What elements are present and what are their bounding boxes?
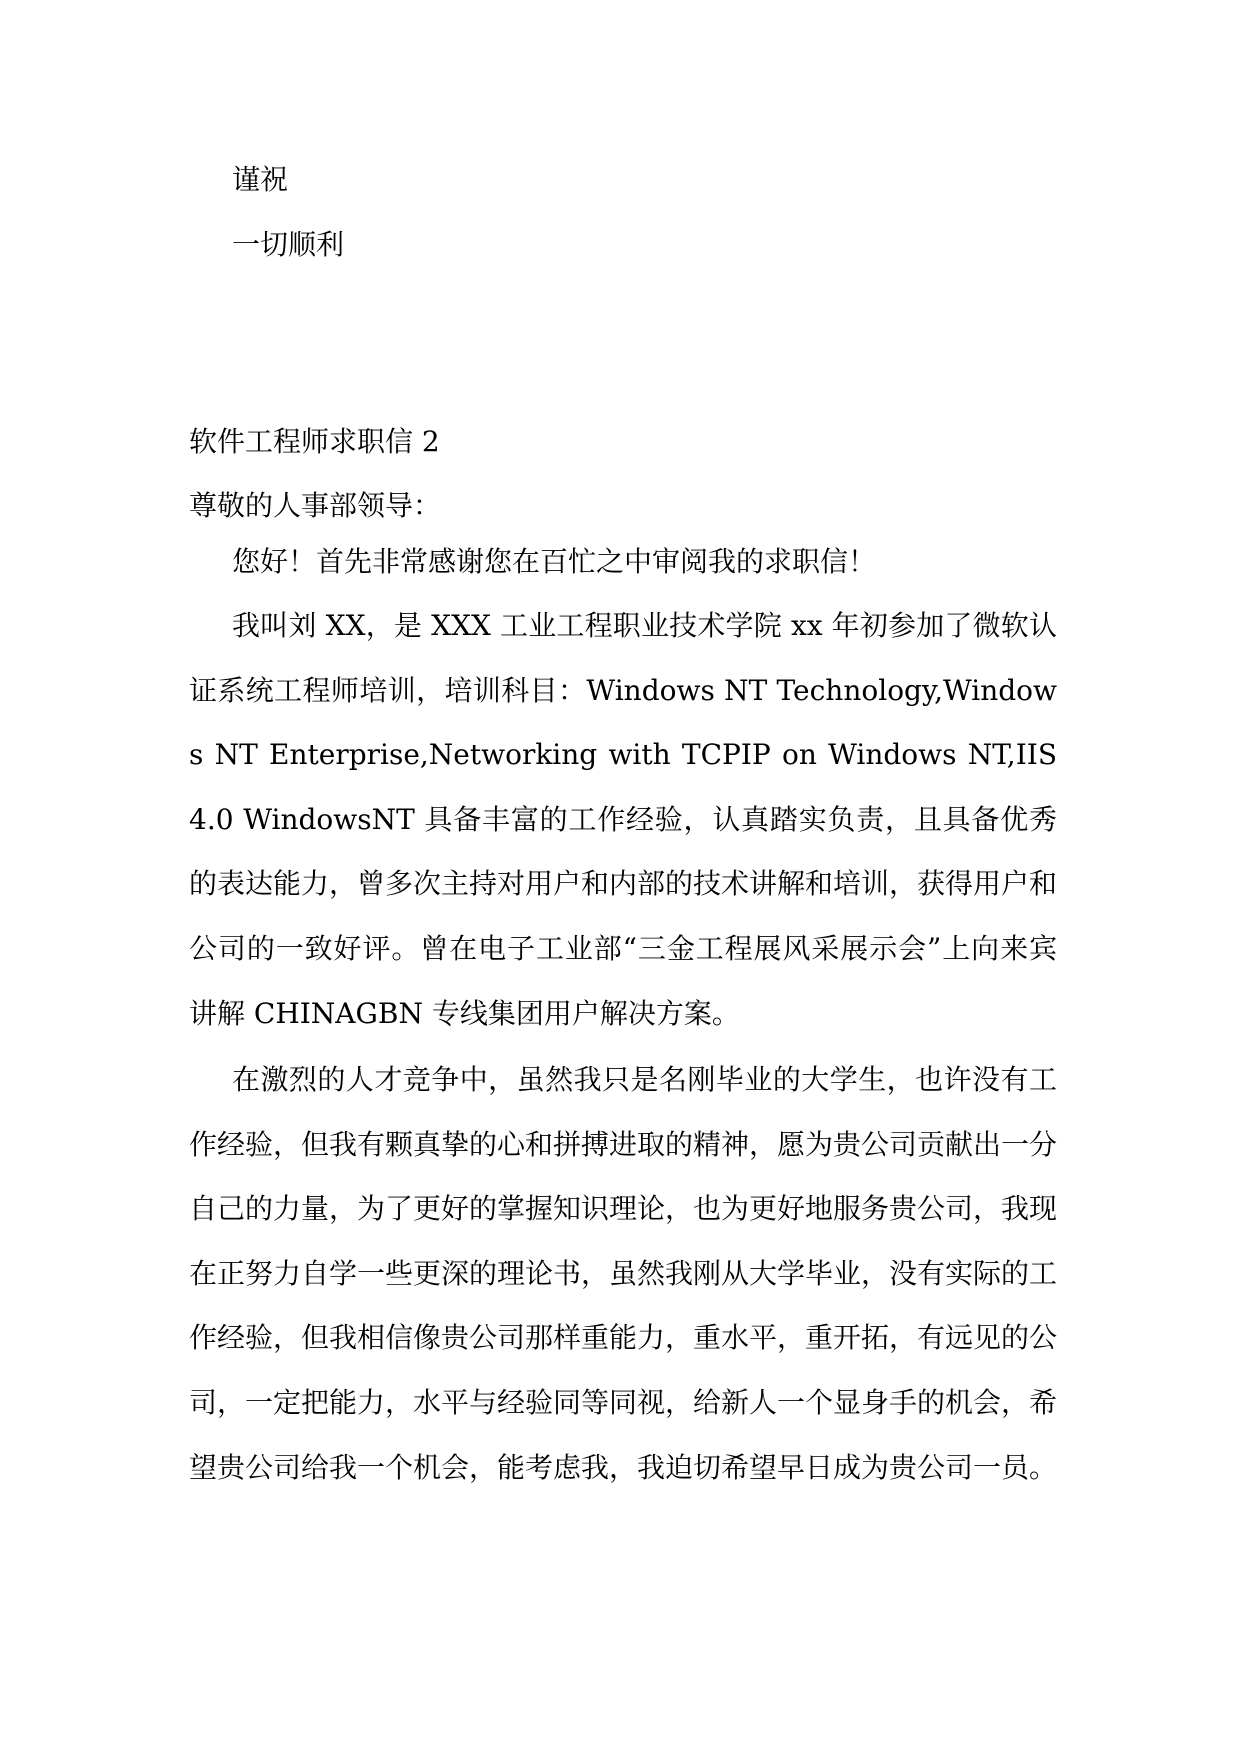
closing-salutation: 谨祝 bbox=[232, 163, 289, 196]
paragraph-opening: 您好！首先非常感谢您在百忙之中审阅我的求职信！ bbox=[232, 545, 877, 578]
letter-greeting: 尊敬的人事部领导： bbox=[189, 489, 442, 522]
letter-title: 软件工程师求职信 2 bbox=[189, 425, 440, 458]
paragraph-motivation: 在激烈的人才竞争中，虽然我只是名刚毕业的大学生，也许没有工作经验，但我有颗真挚的心和拼搏进取的精神，愿为贵公司贡献出一分自己的力量，为了更好的掌握知识理论，也为更好地服务贵公司，我现在正努力自学一些更深的理论书，虽然我刚从大学毕业，没有实际的工作经验，但我相信像贵公司那样重能力，重水平，重开拓，有远见的公司，一定把能力，水平与经验同等同视，给新人一个显身手的机会，希望贵公司给我一个机会，能考虑我，我迫切希望早日成为贵公司一员。 bbox=[189, 1063, 1058, 1484]
paragraph-background: 我叫刘 XX，是 XXX 工业工程职业技术学院 xx 年初参加了微软认证系统工程师培训，培训科目：Windows NT Technology,Windows NT Enterprise,Networking with TCPIP on Windows NT,IIS4.0 WindowsNT 具备丰富的工作经验，认真踏实负责，且具备优秀的表达能力，曾多次主持对用户和内部的技术讲解和培训，获得用户和公司的一致好评。曾在电子工业部“三金工程展风采展示会”上向来宾讲解 CHINAGBN 专线集团用户解决方案。 bbox=[189, 609, 1058, 1030]
closing-wish: 一切顺利 bbox=[232, 228, 345, 261]
